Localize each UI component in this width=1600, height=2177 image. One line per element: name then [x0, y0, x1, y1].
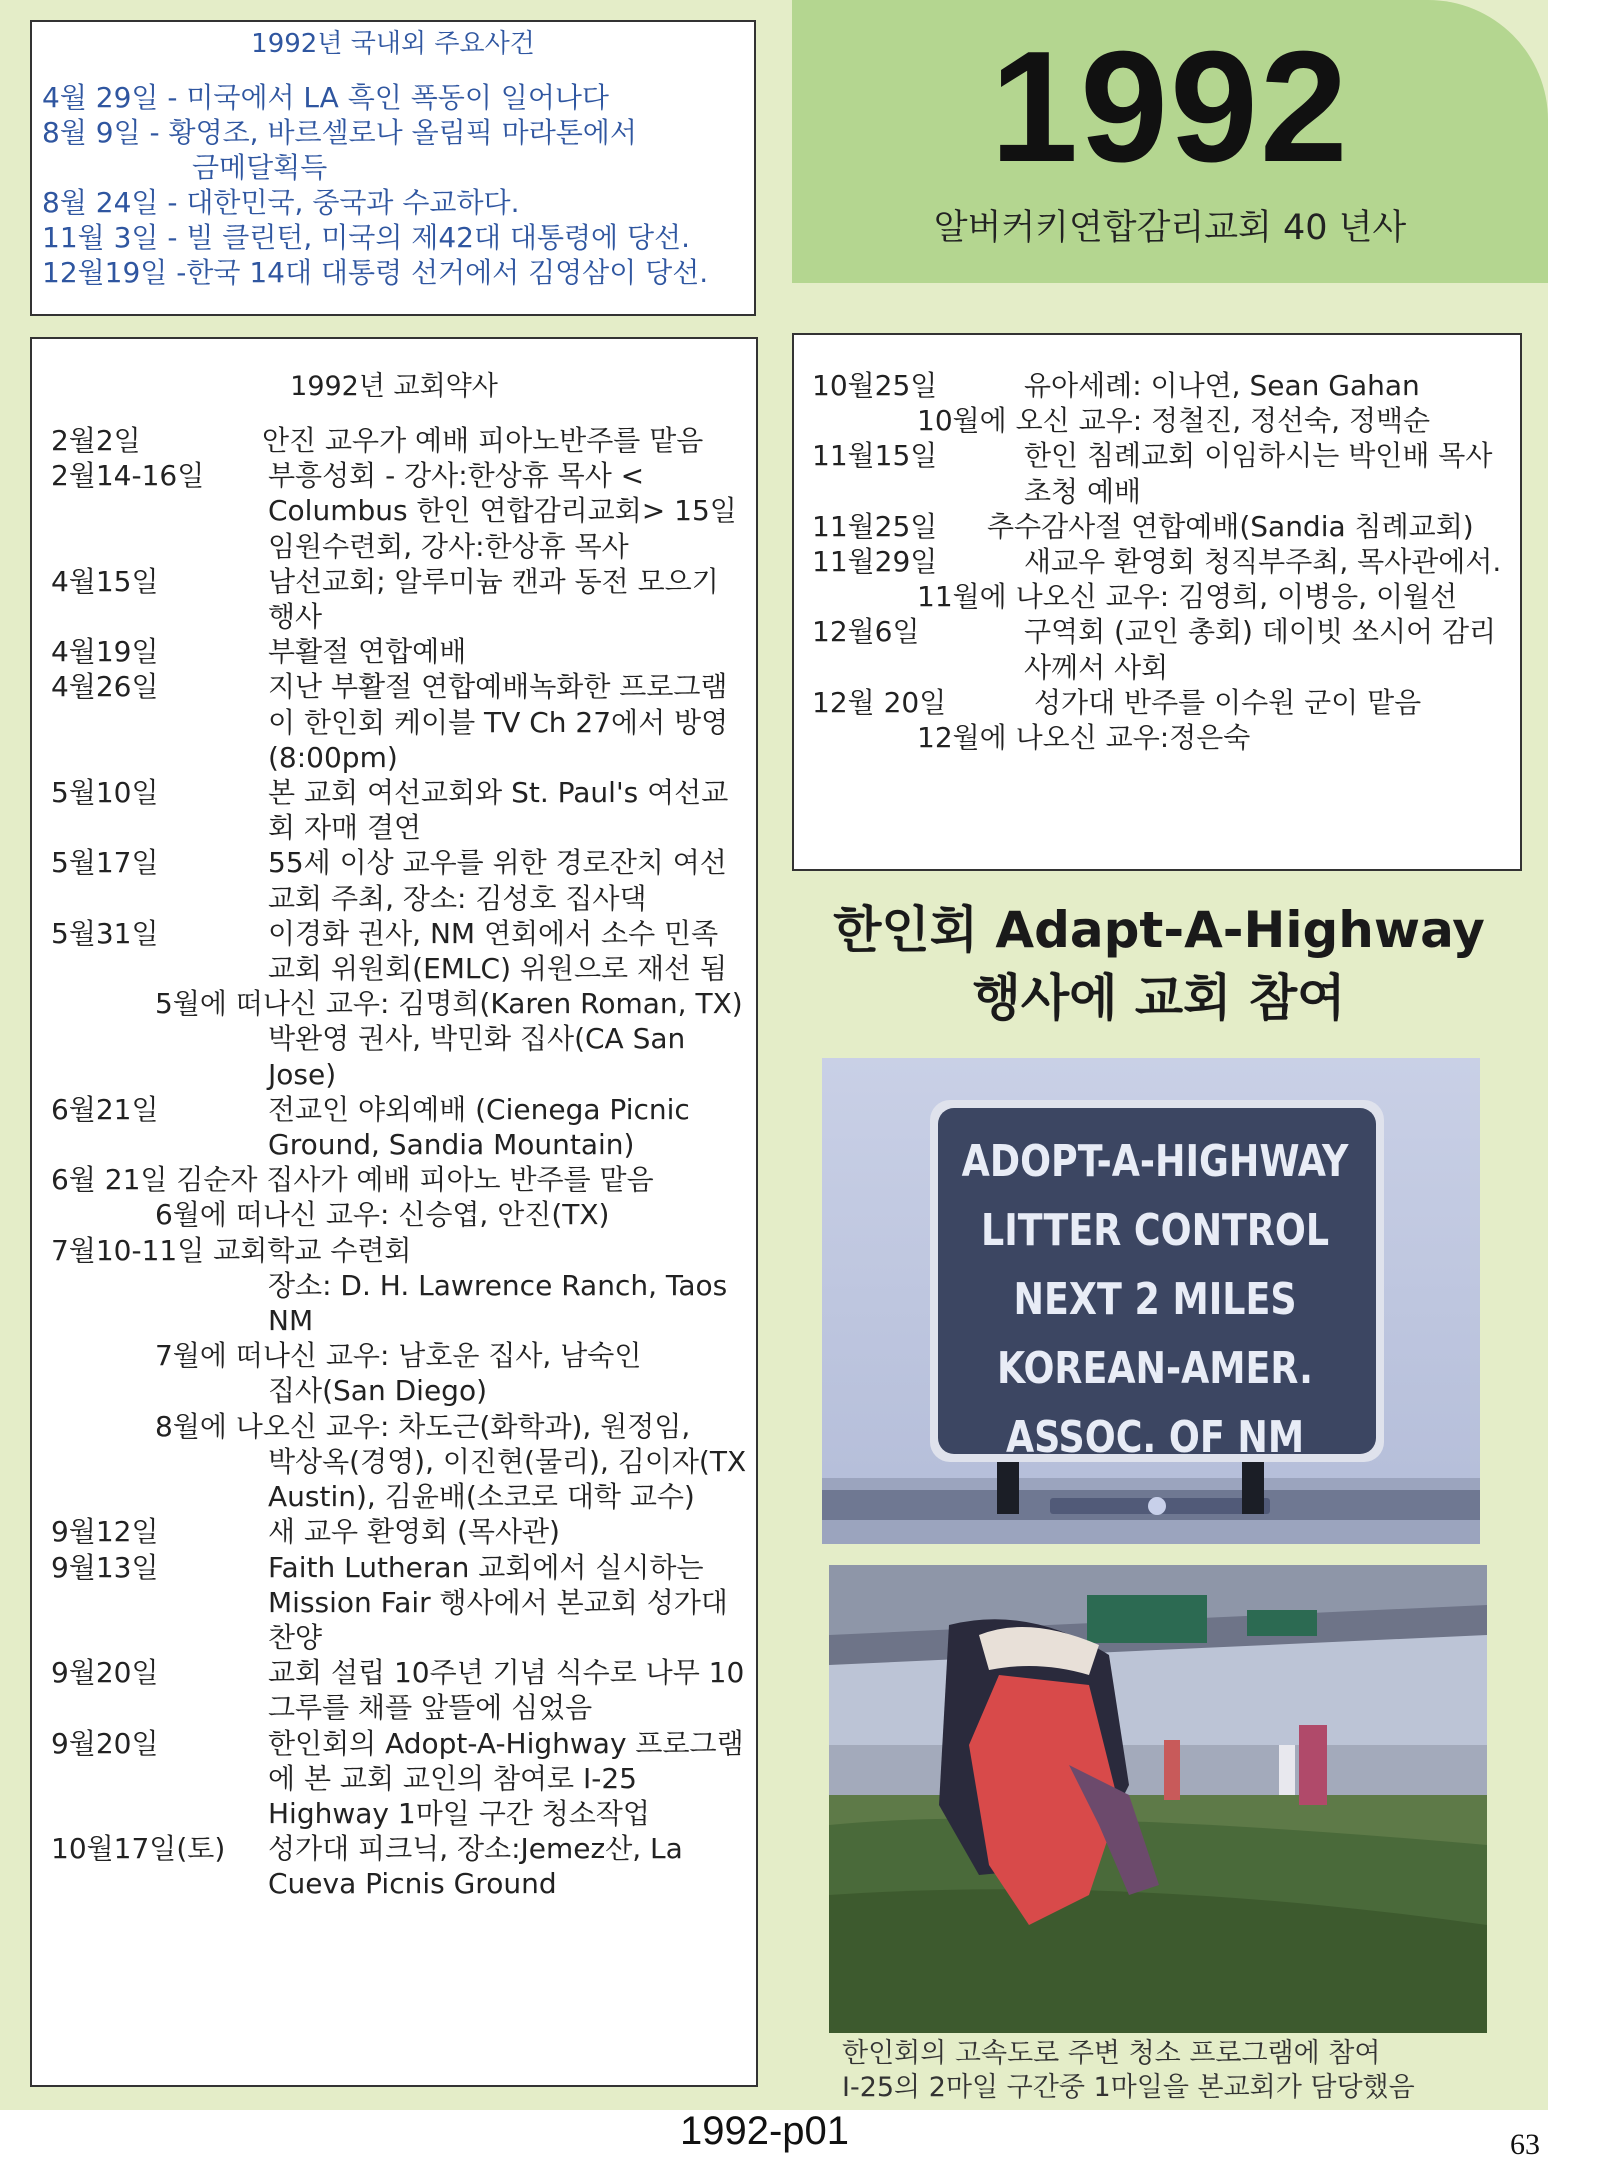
- history-date: 9월12일: [51, 1515, 159, 1549]
- history-text: 성가대 반주를 이수원 군이 맡음: [1034, 685, 1422, 719]
- history-date: 9월20일: [51, 1656, 159, 1690]
- sign-line: LITTER CONTROL: [980, 1204, 1330, 1256]
- history-date: 11월29일: [812, 545, 938, 579]
- history-date: 12월 20일: [812, 685, 947, 719]
- news-item: 금메달획득: [192, 151, 328, 184]
- sign-line: ASSOC. OF NM: [1005, 1411, 1305, 1463]
- history-text: 성가대 피크닉, 장소:Jemez산, La Cueva Picnis Ground: [268, 1832, 683, 1901]
- history-text: 유아세례: 이나연, Sean Gahan: [1024, 369, 1420, 402]
- history-row: [32, 1550, 756, 1656]
- history-text: 한인회의 Adopt-A-Highway 프로그램에 본 교회 교인의 참여로 I-25 Highway 1마일 구간 청소작업: [268, 1726, 744, 1830]
- history-row: [32, 423, 756, 458]
- new-members-august-2: 박상옥(경영), 이진현(물리), 김이자(TX Austin), 김윤배(소코로 대학 교수): [268, 1444, 747, 1514]
- history-row: [794, 685, 1520, 720]
- history-row: [32, 1831, 756, 1901]
- year-heading: 1992: [990, 19, 1350, 195]
- history-text: 이경화 권사, NM 연회에서 소수 민족 교회 위원회(EMLC) 위원으로 재선 됨: [268, 916, 728, 986]
- departed-members-july: 7월에 떠나신 교우: 남호운 집사, 남숙인: [155, 1339, 642, 1373]
- volunteers-photo: [829, 1565, 1487, 2033]
- history-row: [32, 845, 756, 915]
- history-date: 11월25일: [812, 509, 938, 543]
- history-date: 4월26일: [51, 670, 159, 704]
- feature-headline: [792, 896, 1526, 1032]
- highway-sign-photo: [822, 1058, 1480, 1544]
- history-row: [32, 1092, 756, 1162]
- history-row: [794, 509, 1520, 544]
- history-text: 새교우 환영회 청직부주최, 목사관에서.: [1024, 545, 1502, 579]
- feature-headline-line-1: 한인회 Adapt-A-Highway: [833, 901, 1485, 959]
- history-row: [32, 458, 756, 564]
- history-date: 5월10일: [51, 776, 159, 810]
- photo-caption-line-2: I-25의 2마일 구간중 1마일을 본교회가 담당했음: [842, 2072, 1415, 2103]
- church-history-box-2: [792, 333, 1522, 871]
- history-line: 6월 21일 김순자 집사가 예배 피아노 반주를 맡음: [51, 1163, 654, 1197]
- history-text: 교회 설립 10주년 기념 식수로 나무 10그루를 채플 앞뜰에 심었음: [268, 1656, 745, 1725]
- sign-line: ADOPT-A-HIGHWAY: [961, 1135, 1349, 1187]
- history-text: 한인 침례교회 이임하시는 박인배 목사 초청 예배: [1024, 439, 1493, 508]
- history-date: 6월21일: [51, 1092, 159, 1126]
- photo-caption: [842, 2037, 1482, 2105]
- history-text: 새 교우 환영회 (목사관): [268, 1515, 560, 1549]
- history-row: [794, 544, 1520, 579]
- history-row: [794, 614, 1520, 684]
- news-item: 4월 29일 - 미국에서 LA 흑인 폭동이 일어나다: [42, 81, 609, 114]
- history-row: [32, 564, 756, 634]
- history-date: 2월14-16일: [51, 459, 205, 493]
- history-date: 2월2일: [51, 424, 141, 457]
- page-number: 63: [1510, 2128, 1540, 2161]
- history-row: [32, 916, 756, 986]
- history-date: 5월31일: [51, 916, 159, 950]
- history-date: 4월15일: [51, 564, 159, 598]
- page-label: 1992-p01: [680, 2109, 850, 2153]
- new-members-november: 11월에 나오신 교우: 김영희, 이병응, 이월선: [917, 580, 1458, 614]
- departed-members-may: 5월에 떠나신 교우: 김명희(Karen Roman, TX): [155, 987, 743, 1021]
- departed-members-july-2: 집사(San Diego): [268, 1374, 487, 1408]
- news-box: [30, 20, 756, 316]
- history-text: 지난 부활절 연합예배녹화한 프로그램이 한인회 케이블 TV Ch 27에서 방영(8:00pm): [268, 670, 729, 774]
- history-text: 남선교회; 알루미늄 캔과 동전 모으기 행사: [268, 564, 719, 634]
- history-row: [32, 1514, 756, 1549]
- sign-line: KOREAN-AMER.: [997, 1342, 1314, 1394]
- departed-members-may-2: 박완영 권사, 박민화 집사(CA San Jose): [268, 1022, 686, 1091]
- history-row: [32, 775, 756, 845]
- news-box-title: 1992년 국내외 주요사건: [251, 29, 535, 59]
- history-date: 5월17일: [51, 846, 159, 880]
- history-text: 구역회 (교인 총회) 데이빗 쏘시어 감리사께서 사회: [1024, 615, 1497, 684]
- history-text: Faith Lutheran 교회에서 실시하는 Mission Fair 행사에서 본교회 성가대 찬양: [268, 1550, 728, 1654]
- new-members-december: 12월에 나오신 교우:정은숙: [917, 721, 1251, 755]
- news-item: 12월19일 -한국 14대 대통령 선거에서 김영삼이 당선.: [42, 256, 709, 289]
- history-row: [32, 669, 756, 775]
- history-text: 안진 교우가 예배 피아노반주를 맡음: [262, 424, 704, 457]
- history-text: 추수감사절 연합예배(Sandia 침례교회): [987, 509, 1474, 543]
- church-history-title: 1992년 교회약사: [290, 371, 498, 402]
- history-date: 10월17일(토): [51, 1832, 226, 1866]
- history-row: [32, 1726, 756, 1832]
- history-line: 7월10-11일 교회학교 수련회: [51, 1233, 412, 1267]
- history-row: [794, 438, 1520, 508]
- news-item: 11월 3일 - 빌 클린턴, 미국의 제42대 대통령에 당선.: [42, 221, 690, 254]
- news-item: 8월 9일 - 황영조, 바르셀로나 올림픽 마라톤에서: [42, 116, 637, 149]
- departed-members-june: 6월에 떠나신 교우: 신승엽, 안진(TX): [155, 1198, 610, 1232]
- photo-caption-line-1: 한인회의 고속도로 주변 청소 프로그램에 참여: [842, 2038, 1381, 2069]
- news-item: 8월 24일 - 대한민국, 중국과 수교하다.: [42, 186, 520, 219]
- history-date: 9월20일: [51, 1726, 159, 1760]
- history-date: 10월25일: [812, 369, 938, 402]
- history-text: 전교인 야외예배 (Cienega Picnic Ground, Sandia Mountain): [268, 1092, 690, 1162]
- history-text: 본 교회 여선교회와 St. Paul's 여선교회 자매 결연: [268, 776, 729, 845]
- history-text: 55세 이상 교우를 위한 경로잔치 여선교회 주최, 장소: 김성호 집사댁: [268, 846, 727, 915]
- history-date: 12월6일: [812, 615, 920, 649]
- history-text: 부활절 연합예배: [268, 635, 467, 669]
- history-line: 장소: D. H. Lawrence Ranch, Taos NM: [268, 1268, 728, 1338]
- history-subtitle: 알버커키연합감리교회 40 년사: [933, 208, 1407, 248]
- history-text: 부흥성회 - 강사:한상휴 목사 < Columbus 한인 연합감리교회> 15일 임원수련회, 강사:한상휴 목사: [268, 459, 737, 563]
- new-members-october: 10월에 오신 교우: 정철진, 정선숙, 정백순: [917, 404, 1431, 438]
- new-members-august: 8월에 나오신 교우: 차도근(화학과), 원정임,: [155, 1409, 691, 1443]
- church-history-box: [30, 337, 758, 2087]
- history-row: [32, 634, 756, 669]
- history-row: [794, 368, 1520, 403]
- history-date: 4월19일: [51, 635, 159, 669]
- history-date: 9월13일: [51, 1550, 159, 1584]
- sign-line: NEXT 2 MILES: [1013, 1273, 1297, 1325]
- history-date: 11월15일: [812, 439, 938, 473]
- feature-headline-line-2: 행사에 교회 참여: [972, 969, 1346, 1027]
- history-row: [32, 1655, 756, 1725]
